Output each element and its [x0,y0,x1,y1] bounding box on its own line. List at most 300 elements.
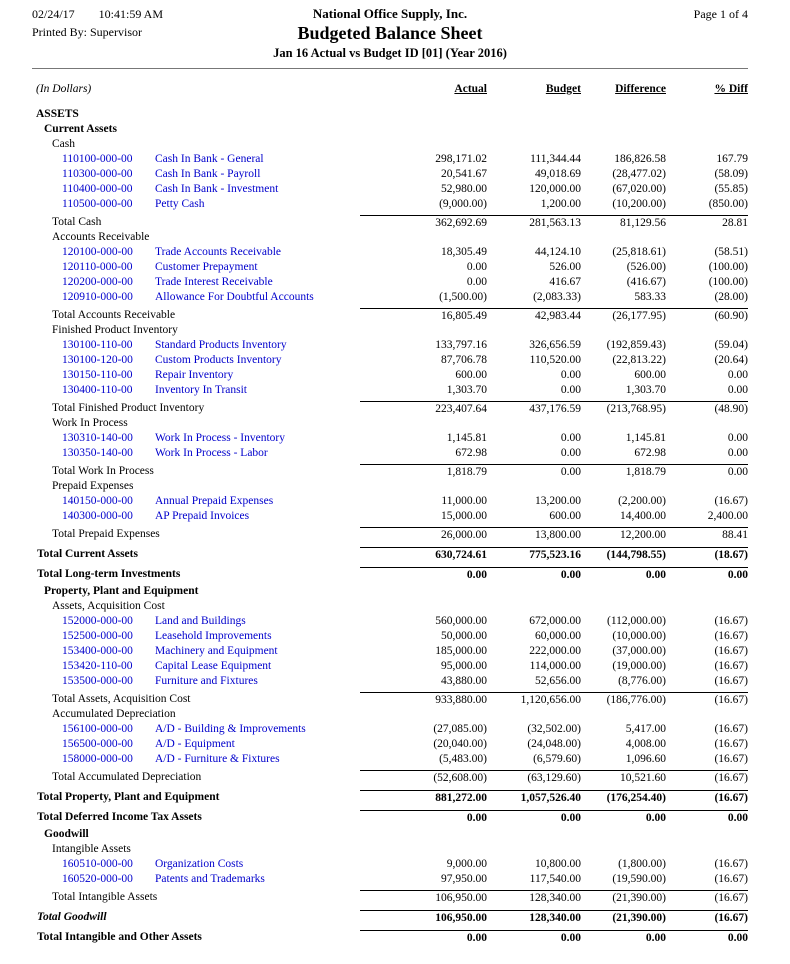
actual-value: 600.00 [455,369,487,381]
account-number-link[interactable]: 130150-110-00 [62,369,133,381]
pct-diff-value: (16.67) [714,495,748,507]
difference-value: (37,000.00) [612,645,666,657]
account-description-link[interactable]: Machinery and Equipment [155,645,278,657]
section-label: Accumulated Depreciation [52,708,176,720]
grand-total-row [32,810,748,825]
budget-value: 128,340.00 [529,892,581,904]
section-header-row [32,137,748,152]
budget-value: 42,983.44 [535,310,581,322]
budget-value: (6,579.60) [533,753,581,765]
pct-diff-value: (16.67) [714,858,748,870]
report-date: 02/24/17 [32,7,75,21]
pct-diff-value: (16.67) [714,694,748,706]
difference-value: 81,129.56 [620,217,666,229]
budget-value: 10,800.00 [535,858,581,870]
total-label: Total Accumulated Depreciation [52,771,202,783]
difference-value: (28,477.02) [612,168,666,180]
pct-diff-value: (20.64) [714,354,748,366]
budget-value: (63,129.60) [527,772,581,784]
pct-diff-value: (16.67) [714,675,748,687]
subtotal-row [32,527,748,542]
account-row [32,857,748,872]
pct-diff-value: (28.00) [714,291,748,303]
section-header-row [32,827,748,842]
actual-value: (20,040.00) [433,738,487,750]
actual-value: 26,000.00 [441,529,487,541]
pct-diff-value: (16.67) [714,873,748,885]
account-description-link[interactable]: A/D - Building & Improvements [155,723,306,735]
account-description-link[interactable]: Allowance For Doubtful Accounts [155,291,314,303]
account-row [32,752,748,767]
difference-value: (186,776.00) [606,694,666,706]
difference-value: (21,390.00) [612,912,666,924]
actual-value: 87,706.78 [441,354,487,366]
budget-value: 0.00 [560,569,581,581]
total-label: Total Goodwill [37,911,107,923]
pct-diff-value: (16.67) [714,738,748,750]
difference-value: (67,020.00) [612,183,666,195]
pct-diff-value: (850.00) [708,198,748,210]
account-row [32,431,748,446]
actual-value: 20,541.67 [441,168,487,180]
subtotal-row [32,215,748,230]
pct-diff-value: (16.67) [714,645,748,657]
account-row [32,644,748,659]
difference-value: 4,008.00 [625,738,666,750]
section-label: Finished Product Inventory [52,324,178,336]
difference-value: 0.00 [645,812,666,824]
difference-value: (10,000.00) [612,630,666,642]
actual-value: (5,483.00) [439,753,487,765]
account-row [32,446,748,461]
report-title: Budgeted Balance Sheet [297,23,483,43]
budget-value: 114,000.00 [529,660,581,672]
section-header-row [32,230,748,245]
column-header-difference: Difference [615,83,666,95]
account-description-link[interactable]: Trade Accounts Receivable [155,246,282,258]
total-label: Total Accounts Receivable [52,309,176,321]
difference-value: 0.00 [645,569,666,581]
account-number-link[interactable]: 153400-000-00 [62,645,133,657]
difference-value: (176,254.40) [606,792,666,804]
section-label: Accounts Receivable [52,231,150,243]
account-row [32,368,748,383]
account-row [32,383,748,398]
account-description-link[interactable]: Annual Prepaid Expenses [155,495,274,507]
account-description-link[interactable]: Trade Interest Receivable [155,276,273,288]
account-description-link[interactable]: Standard Products Inventory [155,339,287,351]
pct-diff-value: (16.67) [714,660,748,672]
total-label: Total Work In Process [52,465,154,477]
difference-value: 12,200.00 [620,529,666,541]
account-description-link[interactable]: A/D - Furniture & Fixtures [155,753,280,765]
account-number-link[interactable]: 130350-140-00 [62,447,133,459]
subtotal-row [32,692,748,707]
actual-value: 50,000.00 [441,630,487,642]
budget-value: 0.00 [560,384,581,396]
budget-value: 281,563.13 [529,217,581,229]
in-dollars-label: (In Dollars) [36,83,92,95]
budget-value: 526.00 [549,261,581,273]
account-description-link[interactable]: Work In Process - Inventory [155,432,286,444]
account-number-link[interactable]: 110100-000-00 [62,153,133,165]
total-label: Total Assets, Acquisition Cost [52,693,191,705]
account-number-link[interactable]: 130100-120-00 [62,354,133,366]
total-label: Total Finished Product Inventory [52,402,205,414]
difference-value: 1,096.60 [625,753,666,765]
budget-value: 110,520.00 [529,354,581,366]
budget-value: 0.00 [560,369,581,381]
report-header-line1 [32,6,748,22]
account-row [32,872,748,887]
difference-value: (22,813.22) [612,354,666,366]
account-row [32,509,748,524]
budget-value: 44,124.10 [535,246,581,258]
budget-value: 0.00 [560,447,581,459]
total-label: Total Cash [52,216,102,228]
account-number-link[interactable]: 152000-000-00 [62,615,133,627]
section-header-row [32,323,748,338]
account-number-link[interactable]: 153420-110-00 [62,660,133,672]
pct-diff-value: (16.67) [714,723,748,735]
actual-value: 185,000.00 [435,645,487,657]
company-name: National Office Supply, Inc. [312,6,468,21]
account-number-link[interactable]: 160510-000-00 [62,858,133,870]
actual-value: 881,272.00 [435,792,487,804]
budget-value: 13,200.00 [535,495,581,507]
account-row [32,494,748,509]
account-row [32,659,748,674]
difference-value: (526.00) [626,261,666,273]
section-label: ASSETS [36,108,79,120]
budget-value: 111,344.44 [530,153,581,165]
pct-diff-value: 0.00 [727,432,748,444]
budget-value: 672,000.00 [529,615,581,627]
section-label: Property, Plant and Equipment [44,585,199,597]
budget-value: 120,000.00 [529,183,581,195]
budget-value: (24,048.00) [527,738,581,750]
account-description-link[interactable]: Cash In Bank - Payroll [155,168,261,180]
actual-value: 15,000.00 [441,510,487,522]
difference-value: (26,177.95) [612,310,666,322]
pct-diff-value: 88.41 [722,529,748,541]
actual-value: 18,305.49 [441,246,487,258]
difference-value: 186,826.58 [614,153,666,165]
actual-value: 43,880.00 [441,675,487,687]
account-row [32,338,748,353]
grand-total-row [32,910,748,925]
account-description-link[interactable]: Land and Buildings [155,615,246,627]
actual-value: 106,950.00 [435,912,487,924]
actual-value: 16,805.49 [441,310,487,322]
actual-value: 0.00 [466,932,487,944]
pct-diff-value: (59.04) [714,339,748,351]
budget-value: 1,057,526.40 [520,792,581,804]
pct-diff-value: (48.90) [714,403,748,415]
difference-value: (192,859.43) [606,339,666,351]
section-label: Work In Process [52,417,128,429]
pct-diff-value: (60.90) [714,310,748,322]
account-description-link[interactable]: Work In Process - Labor [155,447,268,459]
difference-value: 672.98 [634,447,666,459]
pct-diff-value: 0.00 [727,447,748,459]
actual-value: 672.98 [455,447,487,459]
section-label: Current Assets [44,123,117,135]
budget-value: 222,000.00 [529,645,581,657]
actual-value: 1,145.81 [446,432,487,444]
difference-value: 10,521.60 [620,772,666,784]
account-number-link[interactable]: 130400-110-00 [62,384,133,396]
account-number-link[interactable]: 110400-000-00 [62,183,133,195]
account-description-link[interactable]: A/D - Equipment [155,738,235,750]
pct-diff-value: 167.79 [716,153,748,165]
difference-value: (19,590.00) [612,873,666,885]
budget-value: 49,018.69 [535,168,581,180]
budget-value: 0.00 [560,432,581,444]
column-header-actual: Actual [454,83,487,95]
pct-diff-value: (100.00) [708,261,748,273]
subtotal-row [32,401,748,416]
actual-value: 933,880.00 [435,694,487,706]
account-row [32,197,748,212]
budget-value: 0.00 [560,932,581,944]
budget-value: 117,540.00 [529,873,581,885]
budget-value: 1,120,656.00 [520,694,581,706]
section-header-row [32,584,748,599]
account-description-link[interactable]: Organization Costs [155,858,244,870]
actual-value: 0.00 [466,569,487,581]
section-label: Cash [52,138,75,150]
account-number-link[interactable]: 156100-000-00 [62,723,133,735]
difference-value: 583.33 [634,291,666,303]
account-description-link[interactable]: Cash In Bank - Investment [155,183,279,195]
budget-value: 1,200.00 [540,198,581,210]
account-description-link[interactable]: Patents and Trademarks [155,873,265,885]
account-number-link[interactable]: 153500-000-00 [62,675,133,687]
column-header-row [32,82,748,97]
total-label: Total Long-term Investments [37,568,181,580]
pct-diff-value: 0.00 [727,384,748,396]
report-time: 10:41:59 AM [98,7,164,21]
pct-diff-value: (16.67) [714,615,748,627]
account-row [32,152,748,167]
pct-diff-value: 0.00 [727,932,748,944]
column-header-pct-diff: % Diff [714,83,748,95]
budget-value: 128,340.00 [529,912,581,924]
difference-value: (112,000.00) [607,615,666,627]
pct-diff-value: (16.67) [714,772,748,784]
section-header-row [32,707,748,722]
total-label: Total Prepaid Expenses [52,528,160,540]
section-label: Intangible Assets [52,843,131,855]
pct-diff-value: (100.00) [708,276,748,288]
account-row [32,275,748,290]
total-label: Total Deferred Income Tax Assets [37,811,202,823]
actual-value: 0.00 [466,812,487,824]
account-description-link[interactable]: Cash In Bank - General [155,153,264,165]
account-number-link[interactable]: 110500-000-00 [62,198,133,210]
actual-value: 362,692.69 [435,217,487,229]
pct-diff-value: 0.00 [727,369,748,381]
difference-value: (2,200.00) [618,495,666,507]
pct-diff-value: (16.67) [714,792,748,804]
budget-value: 52,656.00 [535,675,581,687]
section-label: Assets, Acquisition Cost [52,600,165,612]
header-divider [32,68,748,69]
budget-value: 326,656.59 [529,339,581,351]
budget-value: 0.00 [560,812,581,824]
account-number-link[interactable]: 120200-000-00 [62,276,133,288]
difference-value: (10,200.00) [612,198,666,210]
difference-value: (8,776.00) [618,675,666,687]
account-row [32,290,748,305]
account-number-link[interactable]: 140300-000-00 [62,510,133,522]
account-row [32,182,748,197]
account-description-link[interactable]: Customer Prepayment [155,261,258,273]
section-header-row [32,479,748,494]
pct-diff-value: (18.67) [714,549,748,561]
account-row [32,674,748,689]
difference-value: (21,390.00) [612,892,666,904]
budget-value: 600.00 [549,510,581,522]
account-number-link[interactable]: 160520-000-00 [62,873,133,885]
account-description-link[interactable]: Petty Cash [155,198,205,210]
actual-value: 0.00 [466,276,487,288]
difference-value: 0.00 [645,932,666,944]
total-label: Total Current Assets [37,548,138,560]
pct-diff-value: 0.00 [727,569,748,581]
account-description-link[interactable]: Leasehold Improvements [155,630,272,642]
budget-value: 13,800.00 [535,529,581,541]
actual-value: 9,000.00 [446,858,487,870]
pct-diff-value: 2,400.00 [707,510,748,522]
account-row [32,614,748,629]
budget-value: 60,000.00 [535,630,581,642]
difference-value: 1,818.79 [625,466,666,478]
account-description-link[interactable]: Capital Lease Equipment [155,660,272,672]
difference-value: 5,417.00 [625,723,666,735]
section-header-row [32,599,748,614]
total-label: Total Intangible and Other Assets [37,931,202,943]
pct-diff-value: (16.67) [714,892,748,904]
account-number-link[interactable]: 158000-000-00 [62,753,133,765]
actual-value: 11,000.00 [441,495,487,507]
column-headers [360,82,748,97]
actual-value: 298,171.02 [435,153,487,165]
report-body [32,107,748,945]
budget-value: 437,176.59 [529,403,581,415]
budget-value: 775,523.16 [529,549,581,561]
report-datetime [32,7,242,22]
difference-value: 1,303.70 [625,384,666,396]
printed-by-label: Printed By: Supervisor [32,25,142,39]
account-number-link[interactable]: 152500-000-00 [62,630,133,642]
account-description-link[interactable]: Inventory In Transit [155,384,247,396]
account-row [32,737,748,752]
account-number-link[interactable]: 120910-000-00 [62,291,133,303]
report-subtitle: Jan 16 Actual vs Budget ID [01] (Year 2016) [273,46,507,60]
total-label: Total Intangible Assets [52,891,158,903]
actual-value: (27,085.00) [433,723,487,735]
actual-value: (9,000.00) [439,198,487,210]
account-number-link[interactable]: 140150-000-00 [62,495,133,507]
actual-value: 52,980.00 [441,183,487,195]
account-description-link[interactable]: Repair Inventory [155,369,234,381]
account-row [32,245,748,260]
account-number-link[interactable]: 130100-110-00 [62,339,133,351]
section-header-row [32,122,748,137]
section-header-row [32,416,748,431]
difference-value: (1,800.00) [618,858,666,870]
subtotal-row [32,770,748,785]
subtotal-row [32,890,748,905]
account-number-link[interactable]: 120100-000-00 [62,246,133,258]
section-header-row [32,107,748,122]
actual-value: (52,608.00) [433,772,487,784]
actual-value: 97,950.00 [441,873,487,885]
difference-value: 14,400.00 [620,510,666,522]
section-header-row [32,842,748,857]
account-row [32,722,748,737]
difference-value: (25,818.61) [612,246,666,258]
account-row [32,629,748,644]
actual-value: 106,950.00 [435,892,487,904]
page-indicator: Page 1 of 4 [693,7,748,21]
pct-diff-value: (16.67) [714,630,748,642]
subtotal-row [32,464,748,479]
total-label: Total Property, Plant and Equipment [37,791,220,803]
account-number-link[interactable]: 156500-000-00 [62,738,133,750]
actual-value: 0.00 [466,261,487,273]
account-description-link[interactable]: AP Prepaid Invoices [155,510,250,522]
actual-value: 560,000.00 [435,615,487,627]
column-header-budget: Budget [545,83,581,95]
difference-value: 1,145.81 [625,432,666,444]
account-row [32,353,748,368]
pct-diff-value: (58.09) [714,168,748,180]
account-description-link[interactable]: Furniture and Fixtures [155,675,258,687]
actual-value: (1,500.00) [439,291,487,303]
grand-total-row [32,930,748,945]
pct-diff-value: (55.85) [714,183,748,195]
actual-value: 95,000.00 [441,660,487,672]
actual-value: 1,818.79 [446,466,487,478]
account-number-link[interactable]: 130310-140-00 [62,432,133,444]
difference-value: (19,000.00) [612,660,666,672]
report-header-line2 [32,22,748,44]
actual-value: 223,407.64 [435,403,487,415]
grand-total-row [32,547,748,562]
account-row [32,167,748,182]
actual-value: 1,303.70 [446,384,487,396]
budget-value: 416.67 [549,276,581,288]
budget-value: (32,502.00) [527,723,581,735]
account-number-link[interactable]: 110300-000-00 [62,168,133,180]
account-row [32,260,748,275]
account-number-link[interactable]: 120110-000-00 [62,261,133,273]
pct-diff-value: (16.67) [714,912,748,924]
budget-value: (2,083.33) [533,291,581,303]
pct-diff-value: 0.00 [727,466,748,478]
subtotal-row [32,308,748,323]
pct-diff-value: (16.67) [714,753,748,765]
account-description-link[interactable]: Custom Products Inventory [155,354,282,366]
pct-diff-value: 0.00 [727,812,748,824]
difference-value: (213,768.95) [606,403,666,415]
pct-diff-value: 28.81 [722,217,748,229]
actual-value: 133,797.16 [435,339,487,351]
pct-diff-value: (58.51) [714,246,748,258]
